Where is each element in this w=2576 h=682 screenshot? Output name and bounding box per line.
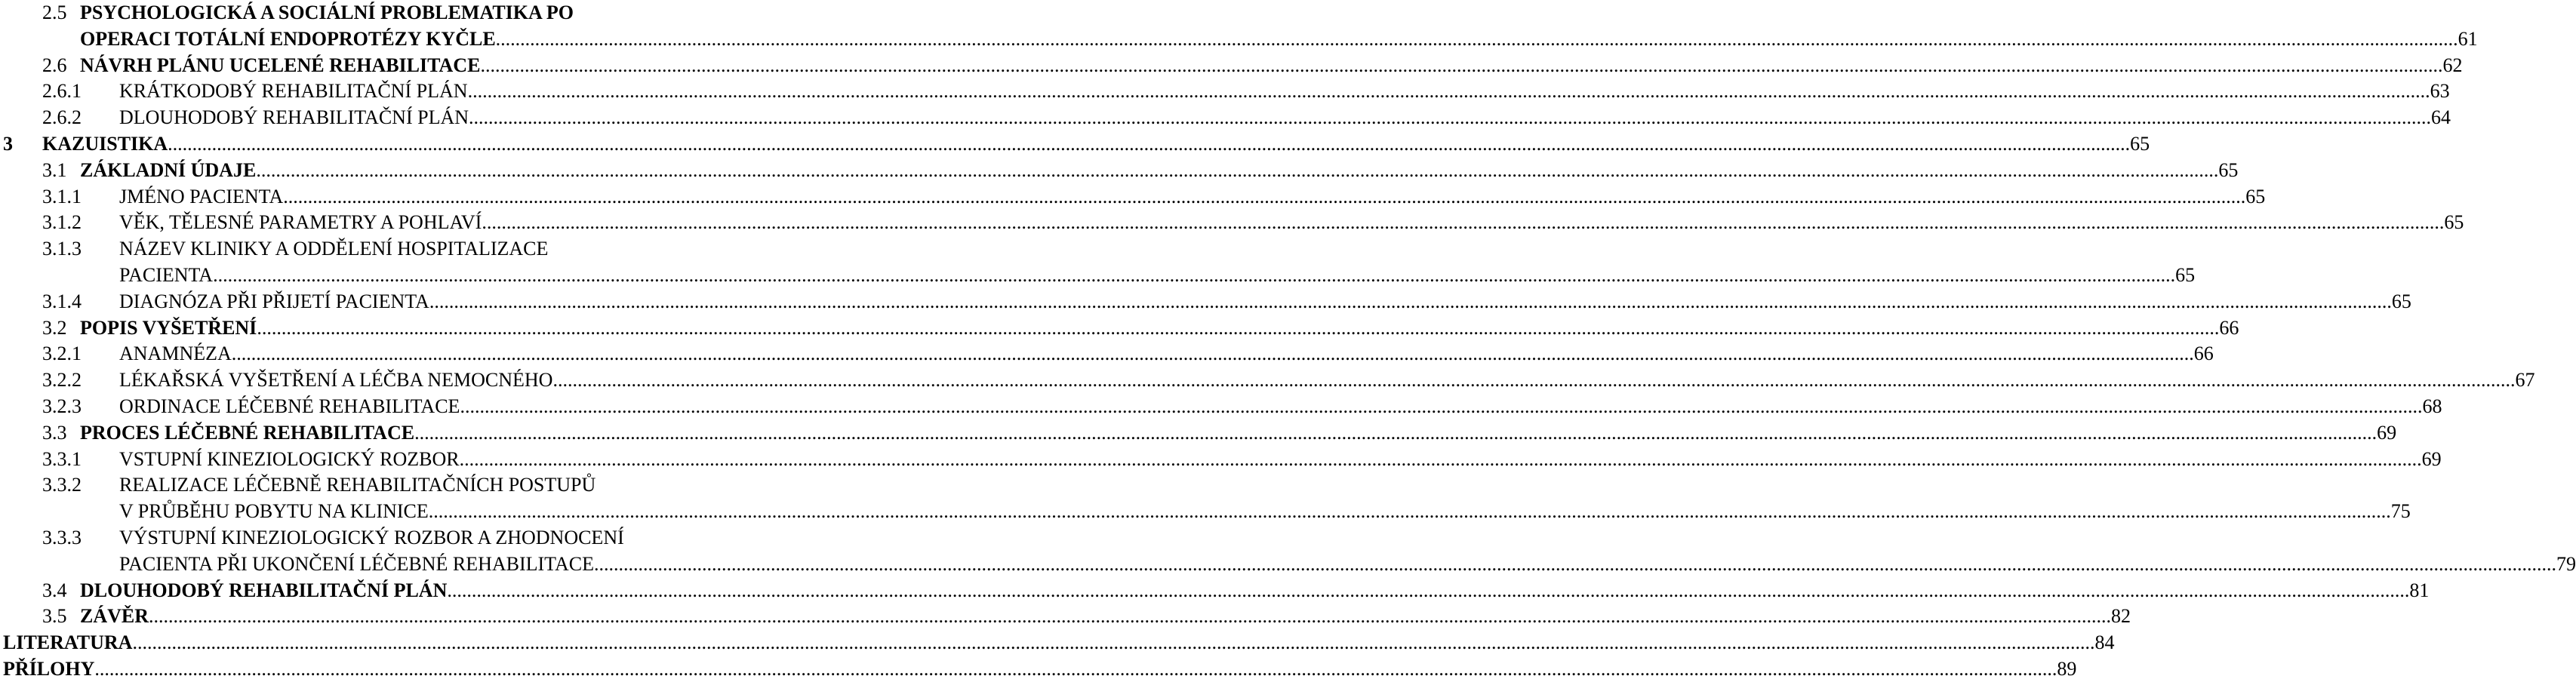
dot-leader: ................................................................................................................................................................................................................................................................................................................................................................................................................ (429, 290, 2392, 312)
toc-entry-page-number: 68 (2422, 395, 2442, 417)
dot-leader: ................................................................................................................................................................................................................................................................................................................................................................................................................ (132, 631, 2095, 654)
toc-entry-number: 3.2.1 (42, 343, 82, 365)
toc-entry[interactable] (0, 367, 2535, 393)
toc-entry[interactable] (0, 236, 725, 262)
toc-entry[interactable] (0, 210, 2464, 235)
toc-entry-title: VSTUPNÍ KINEZIOLOGICKÝ ROZBOR (119, 447, 460, 470)
toc-entry-title: REALIZACE LÉČEBNĚ REHABILITAČNÍCH POSTUPŮ (119, 474, 596, 496)
toc-entry-page-number: 65 (2444, 211, 2464, 234)
toc-entry-page-number: 69 (2377, 421, 2397, 444)
dot-leader: ................................................................................................................................................................................................................................................................................................................................................................................................................ (414, 421, 2377, 444)
toc-entry-title: POPIS VYŠETŘENÍ (80, 316, 257, 339)
toc-entry[interactable] (0, 0, 725, 26)
toc-entry-title: OPERACI TOTÁLNÍ ENDOPROTÉZY KYČLE (80, 27, 496, 50)
toc-entry[interactable] (0, 341, 2214, 367)
toc-entry-page-number: 64 (2431, 106, 2451, 129)
toc-entry-title: V PRŮBĚHU POBYTU NA KLINICE (119, 500, 429, 523)
toc-entry-title: ZÁKLADNÍ ÚDAJE (80, 158, 257, 181)
toc-entry-title: VĚK, TĚLESNÉ PARAMETRY A POHLAVÍ (119, 211, 482, 234)
toc-entry-title: DLOUHODOBÝ REHABILITAČNÍ PLÁN (80, 579, 448, 601)
toc-entry-title: ANAMNÉZA (119, 343, 232, 365)
toc-entry[interactable] (0, 656, 2077, 682)
dot-leader: ................................................................................................................................................................................................................................................................................................................................................................................................................ (593, 552, 2556, 575)
toc-entry[interactable] (0, 315, 2239, 341)
toc-entry-title: NÁVRH PLÁNU UCELENÉ REHABILITACE (80, 54, 481, 76)
toc-entry-page-number: 65 (2130, 133, 2150, 155)
dot-leader: ................................................................................................................................................................................................................................................................................................................................................................................................................ (168, 133, 2131, 155)
toc-entry-number: 3.3.3 (42, 527, 82, 548)
toc-entry[interactable] (0, 551, 2576, 577)
toc-entry-number: 3 (3, 133, 13, 155)
toc-entry-title: PACIENTA PŘI UKONČENÍ LÉČEBNÉ REHABILITACE (119, 552, 594, 575)
toc-entry-page-number: 82 (2111, 605, 2131, 628)
toc-entry[interactable] (0, 105, 2451, 131)
toc-entry-page-number: 66 (2193, 343, 2214, 365)
toc-entry-title: KRÁTKODOBÝ REHABILITAČNÍ PLÁN (119, 80, 468, 103)
toc-entry-page-number: 65 (2175, 264, 2196, 286)
toc-entry-title: PROCES LÉČEBNÉ REHABILITACE (80, 421, 415, 444)
dot-leader: ................................................................................................................................................................................................................................................................................................................................................................................................................ (149, 605, 2112, 628)
toc-entry-page-number: 89 (2057, 658, 2077, 680)
dot-leader: ................................................................................................................................................................................................................................................................................................................................................................................................................ (428, 500, 2391, 523)
toc-entry-title: JMÉNO PACIENTA (119, 185, 284, 207)
toc-entry-number: 3.1.2 (42, 211, 82, 234)
toc-entry-title: DLOUHODOBÝ REHABILITAČNÍ PLÁN (119, 106, 469, 129)
toc-entry-number: 3.1.4 (42, 290, 82, 312)
toc-entry-number: 3.2 (42, 316, 67, 339)
toc-entry-page-number: 75 (2390, 500, 2411, 523)
toc-entry-number: 3.2.3 (42, 395, 82, 417)
toc-entry-number: 3.3.1 (42, 447, 82, 470)
toc-entry[interactable] (0, 289, 2411, 315)
toc-entry-number: 3.5 (42, 605, 67, 628)
toc-entry[interactable] (0, 158, 2239, 183)
toc-entry[interactable] (0, 472, 725, 498)
dot-leader: ................................................................................................................................................................................................................................................................................................................................................................................................................ (482, 211, 2445, 234)
toc-entry-number: 2.6.2 (42, 106, 82, 129)
dot-leader: ................................................................................................................................................................................................................................................................................................................................................................................................................ (460, 395, 2423, 417)
dot-leader: ................................................................................................................................................................................................................................................................................................................................................................................................................ (256, 158, 2219, 181)
toc-entry-number: 2.5 (42, 2, 67, 23)
toc-entry-page-number: 63 (2430, 80, 2450, 103)
dot-leader: ................................................................................................................................................................................................................................................................................................................................................................................................................ (213, 264, 2176, 286)
dot-leader: ................................................................................................................................................................................................................................................................................................................................................................................................................ (552, 369, 2516, 392)
toc-entry-page-number: 65 (2245, 185, 2266, 207)
toc-entry[interactable] (0, 604, 2131, 629)
toc-entry[interactable] (0, 263, 2196, 288)
toc-entry[interactable] (0, 184, 2266, 210)
toc-entry-title: ORDINACE LÉČEBNÉ REHABILITACE (119, 395, 460, 417)
toc-entry[interactable] (0, 394, 2442, 419)
toc-entry-page-number: 65 (2218, 158, 2239, 181)
toc-entry-number: 3.3.2 (42, 474, 82, 496)
toc-entry[interactable] (0, 630, 2115, 656)
toc-entry-title: ZÁVĚR (80, 605, 149, 628)
toc-entry-page-number: 84 (2094, 631, 2115, 654)
toc-entry-page-number: 79 (2556, 552, 2576, 575)
dot-leader: ................................................................................................................................................................................................................................................................................................................................................................................................................ (231, 343, 2194, 365)
toc-entry-title: LÉKAŘSKÁ VYŠETŘENÍ A LÉČBA NEMOCNÉHO (119, 369, 553, 392)
dot-leader: ................................................................................................................................................................................................................................................................................................................................................................................................................ (469, 106, 2431, 129)
toc-entry-page-number: 81 (2409, 579, 2430, 601)
toc-entry[interactable] (0, 131, 2150, 157)
toc-entry-number: 3.1.3 (42, 238, 82, 260)
toc-entry-number: 2.6.1 (42, 80, 82, 103)
toc-entry-title: DIAGNÓZA PŘI PŘIJETÍ PACIENTA (119, 290, 429, 312)
toc-entry[interactable] (0, 26, 2478, 52)
toc-entry-page-number: 62 (2442, 54, 2463, 76)
toc-entry-page-number: 66 (2219, 316, 2239, 339)
dot-leader: ................................................................................................................................................................................................................................................................................................................................................................................................................ (447, 579, 2410, 601)
toc-entry[interactable] (0, 420, 2397, 446)
toc-entry-title: PACIENTA (119, 264, 214, 286)
dot-leader: ................................................................................................................................................................................................................................................................................................................................................................................................................ (459, 447, 2422, 470)
dot-leader: ................................................................................................................................................................................................................................................................................................................................................................................................................ (480, 54, 2443, 76)
toc-entry-number: 2.6 (42, 54, 67, 76)
toc-entry-number: 3.3 (42, 421, 67, 444)
toc-entry[interactable] (0, 578, 2430, 604)
toc-entry[interactable] (0, 53, 2463, 78)
dot-leader: ................................................................................................................................................................................................................................................................................................................................................................................................................ (283, 185, 2246, 207)
dot-leader: ................................................................................................................................................................................................................................................................................................................................................................................................................ (467, 80, 2430, 103)
toc-entry-number: 3.2.2 (42, 369, 82, 392)
toc-entry[interactable] (0, 447, 2442, 472)
toc-entry-title: VÝSTUPNÍ KINEZIOLOGICKÝ ROZBOR A ZHODNOCENÍ (119, 527, 624, 548)
toc-entry-title: PSYCHOLOGICKÁ A SOCIÁLNÍ PROBLEMATIKA PO (80, 2, 574, 23)
toc-entry-title: PŘÍLOHY (3, 658, 95, 680)
dot-leader: ................................................................................................................................................................................................................................................................................................................................................................................................................ (495, 27, 2458, 50)
toc-entry-page-number: 65 (2391, 290, 2411, 312)
toc-entry[interactable] (0, 499, 2411, 524)
toc-entry-number: 3.1.1 (42, 185, 82, 207)
dot-leader: ................................................................................................................................................................................................................................................................................................................................................................................................................ (257, 316, 2220, 339)
toc-entry-page-number: 67 (2515, 369, 2535, 392)
toc-entry-title: NÁZEV KLINIKY A ODDĚLENÍ HOSPITALIZACE (119, 238, 549, 260)
toc-entry-title: LITERATURA (3, 631, 133, 654)
toc-entry[interactable] (0, 78, 2450, 104)
dot-leader: ................................................................................................................................................................................................................................................................................................................................................................................................................ (94, 658, 2057, 680)
toc-entry-page-number: 61 (2458, 27, 2478, 50)
toc-entry-number: 3.4 (42, 579, 67, 601)
toc-entry-page-number: 69 (2421, 447, 2442, 470)
toc-entry-number: 3.1 (42, 158, 67, 181)
toc-entry[interactable] (0, 525, 725, 551)
toc-entry-title: KAZUISTIKA (42, 133, 168, 155)
